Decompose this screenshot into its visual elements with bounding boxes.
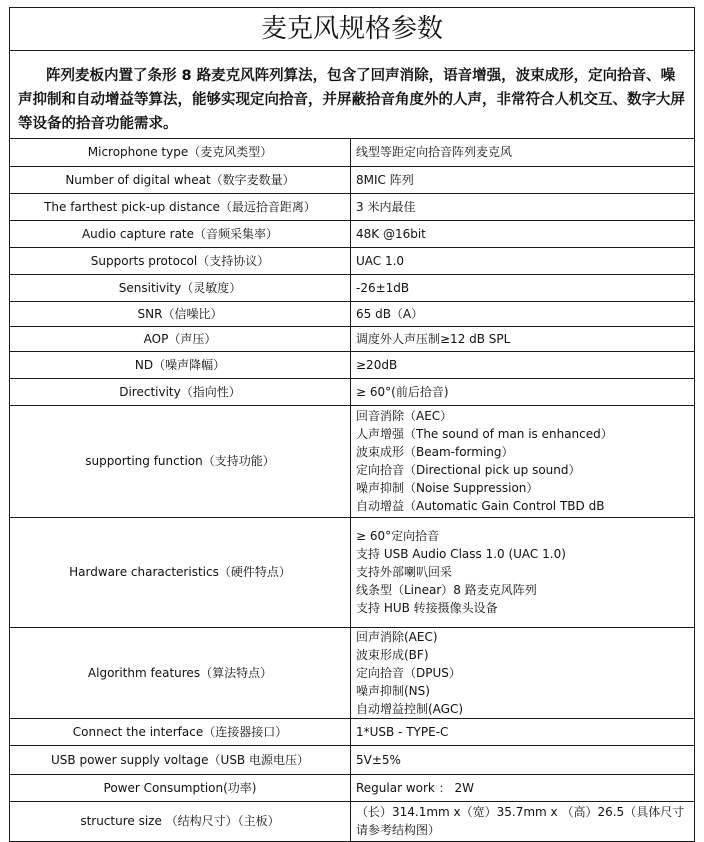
spec-value-line: UAC 1.0	[356, 253, 405, 268]
spec-sheet	[9, 7, 695, 842]
spec-value	[351, 139, 695, 166]
spec-value-line: 调度外人声压制≥12 dB SPL	[356, 331, 511, 346]
spec-row	[10, 801, 694, 841]
spec-key: Number of digital wheat（数字麦数量）	[10, 166, 351, 193]
spec-value-line: 8MIC 阵列	[356, 172, 414, 187]
spec-row	[10, 627, 694, 718]
spec-value-line: 线型等距定向拾音阵列麦克风	[356, 145, 513, 160]
spec-value-line: Regular work ： 2W	[356, 780, 475, 795]
spec-value-line: 48K @16bit	[356, 226, 426, 241]
spec-key: USB power supply voltage（USB 电源电压）	[10, 745, 351, 774]
spec-row	[10, 718, 694, 745]
spec-value-line: -26±1dB	[356, 280, 410, 295]
spec-value-line: 1*USB - TYPE-C	[356, 724, 449, 739]
spec-row	[10, 301, 694, 326]
spec-table-body	[10, 139, 694, 841]
spec-value-line: 波束形成(BF)	[356, 647, 429, 662]
spec-value-line: 噪声抑制（Noise Suppression）	[356, 481, 539, 495]
spec-key: The farthest pick-up distance（最远拾音距离）	[10, 193, 351, 220]
spec-value-line: 自动增益控制(AGC)	[356, 701, 464, 716]
spec-value-line: 65 dB（A）	[356, 306, 424, 321]
spec-value-line: 5V±5%	[356, 752, 401, 767]
spec-row	[10, 378, 694, 405]
spec-value-line: 3 米内最佳	[356, 199, 416, 214]
spec-value-line: 自动增益（Automatic Gain Control TBD dB	[356, 499, 605, 513]
spec-key: Connect the interface（连接器接口）	[10, 718, 351, 745]
spec-value-line: ≥ 60°(前后拾音)	[356, 384, 449, 399]
spec-value	[351, 774, 695, 801]
spec-row	[10, 405, 694, 517]
spec-value-line: ≥ 60°定向拾音	[356, 529, 440, 543]
spec-value-line: 定向拾音（DPUS）	[356, 665, 461, 680]
spec-row	[10, 166, 694, 193]
spec-value	[351, 326, 695, 351]
spec-value	[351, 517, 695, 627]
spec-key: Power Consumption(功率)	[10, 774, 351, 801]
spec-key: structure size （结构尺寸）（主板）	[10, 801, 351, 841]
spec-value-line: 支持 USB Audio Class 1.0 (UAC 1.0)	[356, 547, 566, 561]
spec-value	[351, 801, 695, 841]
spec-key: Supports protocol（支持协议）	[10, 247, 351, 274]
spec-row	[10, 745, 694, 774]
spec-value-line: 定向拾音（Directional pick up sound）	[356, 463, 581, 477]
spec-value-line: 回声消除(AEC)	[356, 629, 438, 644]
spec-row	[10, 326, 694, 351]
spec-value-line: 人声增强（The sound of man is enhanced）	[356, 427, 613, 441]
spec-value	[351, 405, 695, 517]
spec-value-line: 支持外部喇叭回采	[356, 565, 453, 579]
spec-row	[10, 774, 694, 801]
intro-paragraph: 阵列麦板内置了条形 8 路麦克风阵列算法，包含了回声消除，语音增强，波束成形，定向拾音、噪声抑制和自动增益等算法，能够实现定向拾音，并屏蔽拾音角度外的人声，非常符合人机交互、数字大屏等设备的拾音功能需求。	[10, 51, 694, 139]
spec-table	[10, 139, 694, 841]
spec-value-line: （长）314.1mm x（宽）35.7mm x （高）26.5（具体尺寸请参考结构图）	[356, 805, 685, 838]
spec-key: Sensitivity（灵敏度）	[10, 274, 351, 301]
spec-value	[351, 627, 695, 718]
page-title: 麦克风规格参数	[10, 8, 694, 51]
spec-row	[10, 247, 694, 274]
spec-key: Microphone type（麦克风类型）	[10, 139, 351, 166]
spec-value-line: 线条型（Linear）8 路麦克风阵列	[356, 583, 537, 597]
spec-value	[351, 718, 695, 745]
spec-value-line: 波束成形（Beam-forming）	[356, 445, 514, 459]
spec-value-line: 回音消除（AEC）	[356, 409, 453, 423]
spec-value-line: 噪声抑制(NS)	[356, 683, 430, 698]
spec-key: ND（噪声降幅）	[10, 351, 351, 378]
spec-value	[351, 378, 695, 405]
spec-row	[10, 139, 694, 166]
spec-value	[351, 247, 695, 274]
spec-key: AOP（声压）	[10, 326, 351, 351]
spec-value	[351, 166, 695, 193]
spec-key: supporting function（支持功能）	[10, 405, 351, 517]
spec-key: Hardware characteristics（硬件特点）	[10, 517, 351, 627]
spec-row	[10, 351, 694, 378]
spec-row	[10, 517, 694, 627]
spec-key: Directivity（指向性）	[10, 378, 351, 405]
spec-row	[10, 193, 694, 220]
spec-value-line: 支持 HUB 转接摄像头设备	[356, 601, 498, 615]
spec-value	[351, 274, 695, 301]
spec-value-line: ≥20dB	[356, 357, 398, 372]
spec-value	[351, 193, 695, 220]
spec-row	[10, 274, 694, 301]
spec-value	[351, 220, 695, 247]
spec-key: SNR（信噪比）	[10, 301, 351, 326]
spec-value	[351, 745, 695, 774]
spec-row	[10, 220, 694, 247]
spec-key: Audio capture rate（音频采集率）	[10, 220, 351, 247]
spec-key: Algorithm features（算法特点）	[10, 627, 351, 718]
spec-value	[351, 351, 695, 378]
spec-value	[351, 301, 695, 326]
